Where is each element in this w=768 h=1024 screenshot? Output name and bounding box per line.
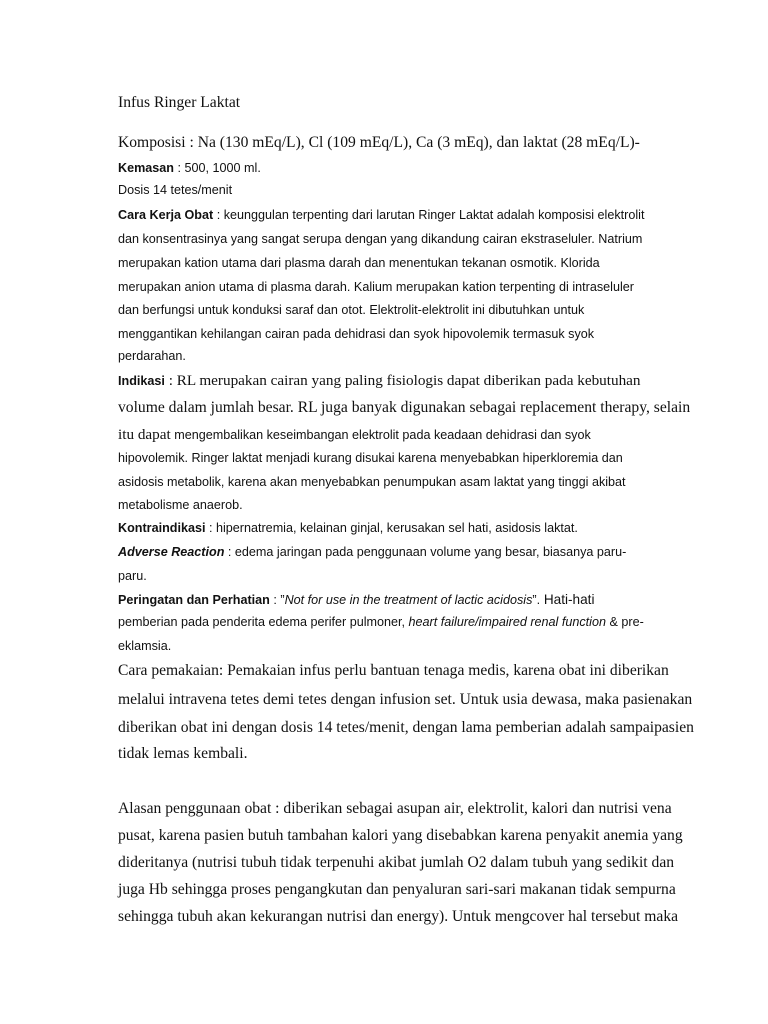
adverse-line: [118, 546, 626, 559]
peringatan-close: ”.: [532, 593, 541, 607]
kemasan-line: [118, 162, 261, 175]
peringatan-label: Peringatan dan Perhatian: [118, 593, 270, 607]
indikasi-text: itu dapat: [118, 426, 171, 443]
cara-kerja-line: merupakan kation utama dari plasma darah dan menentukan tekanan osmotik. Klorida: [118, 256, 600, 270]
cara-pemakaian-line: tidak lemas kembali.: [118, 745, 248, 762]
indikasi-line: [118, 373, 641, 388]
peringatan-text: Hati-hati: [540, 592, 595, 607]
peringatan-sep: : ”: [269, 593, 285, 607]
indikasi-line: hipovolemik. Ringer laktat menjadi kurang disukai karena menyebabkan hiperkloremia dan: [118, 451, 623, 465]
adverse-line: paru.: [118, 569, 147, 583]
peringatan-text: pemberian pada penderita edema perifer pulmoner,: [118, 615, 409, 629]
indikasi-text: : RL merupakan cairan yang paling fisiologis dapat diberikan pada kebutuhan: [164, 372, 641, 389]
alasan-line: dideritanya (nutrisi tubuh tidak terpenuhi akibat jumlah O2 dalam tubuh yang sedikit dan: [118, 854, 675, 871]
alasan-line: pusat, karena pasien butuh tambahan kalori yang disebabkan karena penyakit anemia yang: [118, 827, 683, 844]
cara-kerja-line: dan berfungsi untuk konduksi saraf dan otot. Elektrolit-elektrolit ini dibutuhkan untuk: [118, 303, 585, 317]
adverse-label: Adverse Reaction: [118, 545, 225, 559]
cara-kerja-line: perdarahan.: [118, 349, 186, 363]
alasan-line: Alasan penggunaan obat : diberikan sebagai asupan air, elektrolit, kalori dan nutrisi vena: [118, 800, 672, 817]
document-title: Infus Ringer Laktat: [118, 94, 241, 111]
komposisi-line: Komposisi : Na (130 mEq/L), Cl (109 mEq/L), Ca (3 mEq), dan laktat (28 mEq/L)-: [118, 134, 640, 151]
dosis-line: Dosis 14 tetes/menit: [118, 183, 233, 197]
cara-kerja-line: [118, 209, 644, 222]
indikasi-line: metabolisme anaerob.: [118, 498, 243, 512]
cara-kerja-line: dan konsentrasinya yang sangat serupa dengan yang dikandung cairan ekstraseluler. Natrium: [118, 232, 643, 246]
peringatan-line: [118, 593, 594, 607]
alasan-line: juga Hb sehingga proses pengangkutan dan penyaluran sari-sari makanan tidak sempurna: [118, 881, 676, 898]
indikasi-line: [118, 427, 591, 442]
peringatan-italic: Not for use in the treatment of lactic acidosis: [284, 593, 533, 607]
cara-kerja-line: merupakan anion utama di plasma darah. Kalium merupakan kation terpenting di intraseluler: [118, 280, 634, 294]
cara-pemakaian-line: Cara pemakaian: Pemakaian infus perlu bantuan tenaga medis, karena obat ini diberikan: [118, 662, 669, 679]
peringatan-line: [118, 616, 644, 629]
peringatan-text: & pre-: [605, 615, 644, 629]
kemasan-label: Kemasan: [118, 161, 175, 175]
alasan-line: sehingga tubuh akan kekurangan nutrisi dan energy). Untuk mengcover hal tersebut maka: [118, 908, 679, 925]
indikasi-line: asidosis metabolik, karena akan menyebabkan penumpukan asam laktat yang tinggi akibat: [118, 475, 626, 489]
indikasi-text: mengembalikan keseimbangan elektrolit pada keadaan dehidrasi dan syok: [170, 428, 591, 442]
indikasi-label: Indikasi: [118, 374, 165, 388]
adverse-text: : edema jaringan pada penggunaan volume yang besar, biasanya paru-: [224, 545, 627, 559]
kontraindikasi-line: [118, 522, 578, 535]
indikasi-line: volume dalam jumlah besar. RL juga banyak digunakan sebagai replacement therapy, selain: [118, 399, 691, 416]
cara-pemakaian-line: melalui intravena tetes demi tetes dengan infusion set. Untuk usia dewasa, maka pasienakan: [118, 691, 693, 708]
cara-kerja-text: : keunggulan terpenting dari larutan Ringer Laktat adalah komposisi elektrolit: [213, 208, 645, 222]
kontraindikasi-label: Kontraindikasi: [118, 521, 206, 535]
cara-kerja-line: menggantikan kehilangan cairan pada dehidrasi dan syok hipovolemik termasuk syok: [118, 327, 595, 341]
kemasan-text: : 500, 1000 ml.: [174, 161, 261, 175]
cara-pemakaian-line: diberikan obat ini dengan dosis 14 tetes/menit, dengan lama pemberian adalah sampaipasien: [118, 719, 694, 736]
cara-kerja-label: Cara Kerja Obat: [118, 208, 214, 222]
kontraindikasi-text: : hipernatremia, kelainan ginjal, kerusakan sel hati, asidosis laktat.: [205, 521, 578, 535]
peringatan-line: eklamsia.: [118, 639, 172, 653]
peringatan-italic: heart failure/impaired renal function: [408, 615, 606, 629]
